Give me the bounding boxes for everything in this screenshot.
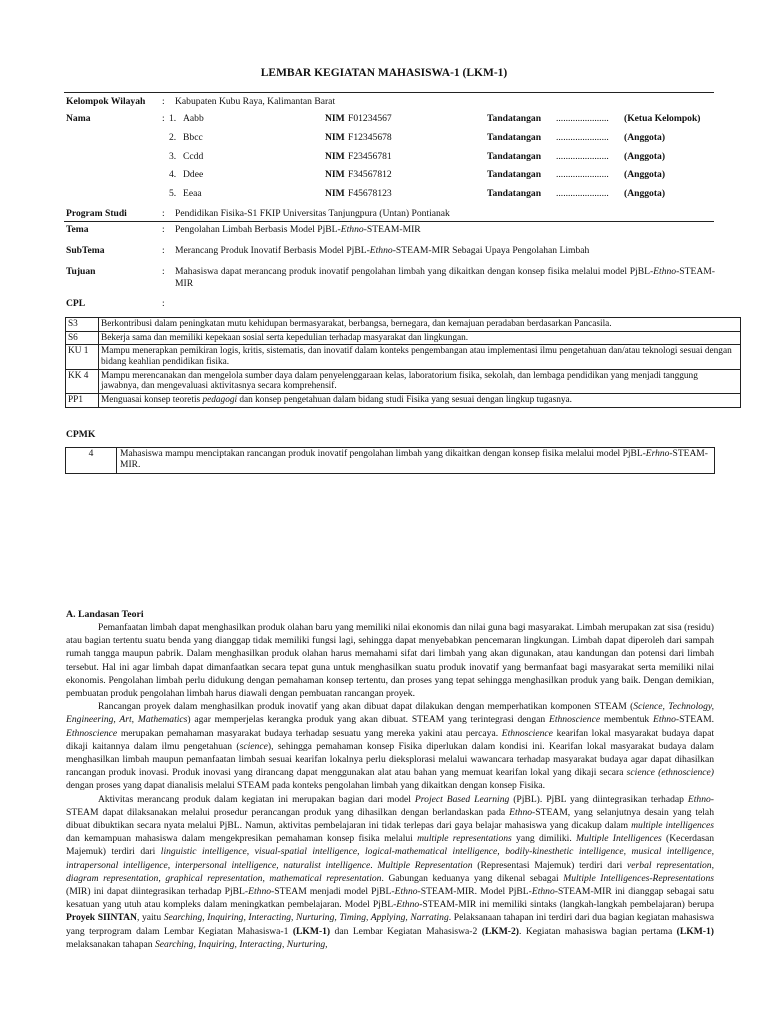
signature-dots: ...................... (556, 113, 609, 124)
tema-value: Pengolahan Limbah Berbasis Model PjBL-Ethno-STEAM-MIR (175, 224, 421, 235)
cpl-code: KU 1 (66, 345, 99, 369)
table-row (66, 448, 715, 474)
table-row (66, 345, 741, 369)
cpl-code: PP1 (66, 394, 99, 408)
nim-label: NIM (325, 188, 345, 199)
signature-label: Tandatangan (487, 151, 542, 162)
tema-colon: : (162, 224, 165, 235)
member-role: (Ketua Kelompok) (624, 113, 701, 124)
signature-label: Tandatangan (487, 169, 542, 180)
paragraph: Rancangan proyek dalam menghasilkan produk inovatif yang akan dibuat dapat dilakukan dengan memperhatikan komponen STEAM (Science, Technology, Engineering, Art, Mathematics) agar memperjelas kerangka produk yang akan dibuat. STEAM yang terintegrasi dengan Ethnoscience membentuk Ethno-STEAM. Ethnoscience merupakan pemahaman masyarakat budaya terhadap sesuatu yang mereka yakini atau percaya. Ethnoscience kearifan lokal masyarakat budaya dapat dikaji kaitannya dalam ilmu pengetahuan (science), sehingga pemahaman konsep Fisika diperlukan dalam kondisi ini. Kearifan lokal masyarakat budaya dalam menghasilkan limbah maupun pemanfaatan limbah sesuai kearifan lokalnya perlu dieksplorasi melalui wawancara terhadap masyarakat budaya agar dapat dihasilkan rancangan produk inovasi. Produk inovasi yang dirancang dapat menggunakan alat atau bahan yang memuat kearifan lokal yang dikaji secara science (ethnoscience) dengan proses yang dapat dianalisis melalui STEAM pada konteks pengolahan limbah yang dikaitkan dengan konsep Fisika. (66, 701, 715, 792)
nama-colon: : (162, 113, 165, 124)
signature-dots: ...................... (556, 132, 609, 143)
prodi-label: Program Studi (66, 208, 127, 219)
cpmk-text: Mahasiswa mampu menciptakan rancangan produk inovatif pengolahan limbah yang dikaitkan dengan konsep fisika melalui model PjBL-Erhno-STEAM-MIR. (117, 448, 715, 474)
kelompok-label: Kelompok Wilayah (66, 96, 146, 107)
member-number: 2. (169, 132, 177, 143)
member-name: Eeaa (183, 188, 202, 199)
section-divider (64, 221, 714, 222)
table-row (66, 369, 741, 393)
body-text (66, 621, 714, 951)
signature-dots: ...................... (556, 151, 609, 162)
table-row (66, 331, 741, 345)
cpmk-table (65, 447, 715, 474)
member-name: Aabb (183, 113, 204, 124)
cpl-text: Bekerja sama dan memiliki kepekaan sosial serta kepedulian terhadap masyarakat dan lingkungan. (99, 331, 741, 345)
member-name: Bbcc (183, 132, 203, 143)
tema-label: Tema (66, 224, 89, 235)
prodi-value: Pendidikan Fisika-S1 FKIP Universitas Tanjungpura (Untan) Pontianak (175, 208, 450, 219)
nim-value: F45678123 (348, 188, 392, 199)
kelompok-colon: : (162, 96, 165, 107)
member-number: 3. (169, 151, 177, 162)
signature-dots: ...................... (556, 188, 609, 199)
tujuan-colon: : (162, 266, 165, 277)
nim-value: F01234567 (348, 113, 392, 124)
signature-label: Tandatangan (487, 113, 542, 124)
nim-label: NIM (325, 151, 345, 162)
member-role: (Anggota) (624, 132, 666, 143)
member-role: (Anggota) (624, 188, 666, 199)
cpl-text: Menguasai konsep teoretis pedagogi dan konsep pengetahuan dalam bidang studi Fisika yang sesuai dengan lingkup tugasnya. (99, 394, 741, 408)
nim-label: NIM (325, 113, 345, 124)
cpl-label: CPL (66, 298, 86, 309)
nim-value: F12345678 (348, 132, 392, 143)
member-number: 4. (169, 169, 177, 180)
paragraph: Pemanfaatan limbah dapat menghasilkan produk olahan baru yang memiliki nilai ekonomis dan nilai guna bagi masyarakat. Limbah merupakan zat sisa (residu) atau bagian tertentu suatu benda yang dianggap tidak memiliki fungsi lagi, sehingga dapat menyebabkan pencemaran lingkungan. Limbah dapat diperoleh dari sampah rumah tangga maupun pabrik. Dalam menghasilkan produk olahan harus memahami sifat dari limbah yang akan digunakan, atau kandungan dan potensi dari limbah tersebut. Hal ini agar limbah dapat dimanfaatkan secara tepat guna untuk menghasilkan suatu produk inovatif yang bermanfaat bagi masyarakat serta memiliki nilai ekonomis. Pengolahan limbah perlu didukung dengan pemahaman konsep tertentu, dan proses yang tepat sehingga menghasilkan produk yang baik. Dengan demikian, pembuatan produk pengolahan limbah harus diawali dengan pembuatan rancangan proyek. (66, 622, 714, 700)
kelompok-value: Kabupaten Kubu Raya, Kalimantan Barat (175, 96, 336, 107)
subtema-label: SubTema (66, 245, 105, 256)
nim-value: F34567812 (348, 169, 392, 180)
nim-value: F23456781 (348, 151, 392, 162)
subtema-value: Merancang Produk Inovatif Berbasis Model PjBL-Ethno-STEAM-MIR Sebagai Upaya Pengolahan Limbah (175, 245, 590, 256)
cpl-code: S3 (66, 318, 99, 332)
nim-label: NIM (325, 132, 345, 143)
member-number: 1. (169, 113, 177, 124)
cpl-text: Mampu merencanakan dan mengelola sumber daya dalam penyelenggaraan kelas, laboratorium fisika, sekolah, dan lembaga pendidikan yang menjadi tanggung jawabnya, dan mengevaluasi aktivitasnya secara komprehensif. (99, 369, 741, 393)
cpmk-code: 4 (66, 448, 117, 474)
signature-label: Tandatangan (487, 188, 542, 199)
member-role: (Anggota) (624, 169, 666, 180)
cpl-code: KK 4 (66, 369, 99, 393)
nim-label: NIM (325, 169, 345, 180)
signature-dots: ...................... (556, 169, 609, 180)
table-row (66, 318, 741, 332)
cpl-colon: : (162, 298, 165, 309)
prodi-colon: : (162, 208, 165, 219)
member-name: Ddee (183, 169, 204, 180)
cpl-table (65, 317, 741, 408)
cpl-text: Berkontribusi dalam peningkatan mutu kehidupan bermasyarakat, berbangsa, bernegara, dan kemajuan peradaban berdasarkan Pancasila. (99, 318, 741, 332)
title-divider (64, 92, 714, 93)
table-row (66, 394, 741, 408)
cpl-text: Mampu menerapkan pemikiran logis, kritis, sistematis, dan inovatif dalam konteks pengembangan atau implementasi ilmu pengetahuan dan/atau teknologi sesuai dengan bidang keahlian pendidikan fisika. (99, 345, 741, 369)
cpl-code: S6 (66, 331, 99, 345)
member-role: (Anggota) (624, 151, 666, 162)
subtema-colon: : (162, 245, 165, 256)
signature-label: Tandatangan (487, 132, 542, 143)
page-title: LEMBAR KEGIATAN MAHASISWA-1 (LKM-1) (260, 67, 508, 79)
tujuan-label: Tujuan (66, 266, 96, 277)
member-number: 5. (169, 188, 177, 199)
member-name: Ccdd (183, 151, 204, 162)
paragraph: Aktivitas merancang produk dalam kegiatan ini merupakan bagian dari model Project Based Learning (PjBL). PjBL yang diintegrasikan terhadap Ethno-STEAM dapat dilaksanakan melalui prosedur perancangan produk yang dihasilkan dengan berlandaskan pada Ethno-STEAM, yang selanjutnya desain yang telah dibuat dibuktikan secara nyata melalui PjBL. Namun, aktivitas pembelajaran ini tidak terlepas dari gaya belajar mahasiswa yang dicakup dalam multiple intelligences dan kemampuan mahasiswa dalam mengekpresikan pemahaman konsep fisika melalui multiple representations yang dimiliki. Multiple Intelligences (Kecerdasan Majemuk) terdiri dari linguistic intelligence, visual-spatial intelligence, logical-mathematical intelligence, bodily-kinesthetic intelligence, musical intelligence, intrapersonal intelligence, interpersonal intelligence, naturalist intelligence. Multiple Representation (Representasi Majemuk) terdiri dari verbal representation, diagram representation, graphical representation, mathematical representation. Gabungan keduanya yang dikenal sebagai Multiple Intelligences-Representations (MIR) ini dapat diintegrasikan terhadap PjBL-Ethno-STEAM menjadi model PjBL-Ethno-STEAM-MIR. Model PjBL-Ethno-STEAM-MIR ini dianggap sebagai satu kesatuan yang utuh atau kompleks dalam meningkatkan pembelajaran. Model PjBL-Ethno-STEAM-MIR ini memiliki sintaks (langkah-langkah pembelajaran) berupa Proyek SIINTAN, yaitu Searching, Inquiring, Interacting, Nurturing, Timing, Applying, Narrating. Pelaksanaan tahapan ini terdiri dari dua bagian kegiatan mahasiswa yang terprogram dalam Lembar Kegiatan Mahasiswa-1 (LKM-1) dan Lembar Kegiatan Mahasiswa-2 (LKM-2). Kegiatan mahasiswa bagian pertama (LKM-1) melaksanakan tahapan Searching, Inquiring, Interacting, Nurturing, (66, 793, 715, 950)
tujuan-value: Mahasiswa dapat merancang produk inovatif pengolahan limbah yang dikaitkan dengan konsep fisika melalui model PjBL-Ethno-STEAM-MIR (175, 266, 715, 289)
nama-label: Nama (66, 113, 91, 124)
cpmk-label: CPMK (66, 429, 96, 440)
section-heading: A. Landasan Teori (66, 609, 144, 620)
